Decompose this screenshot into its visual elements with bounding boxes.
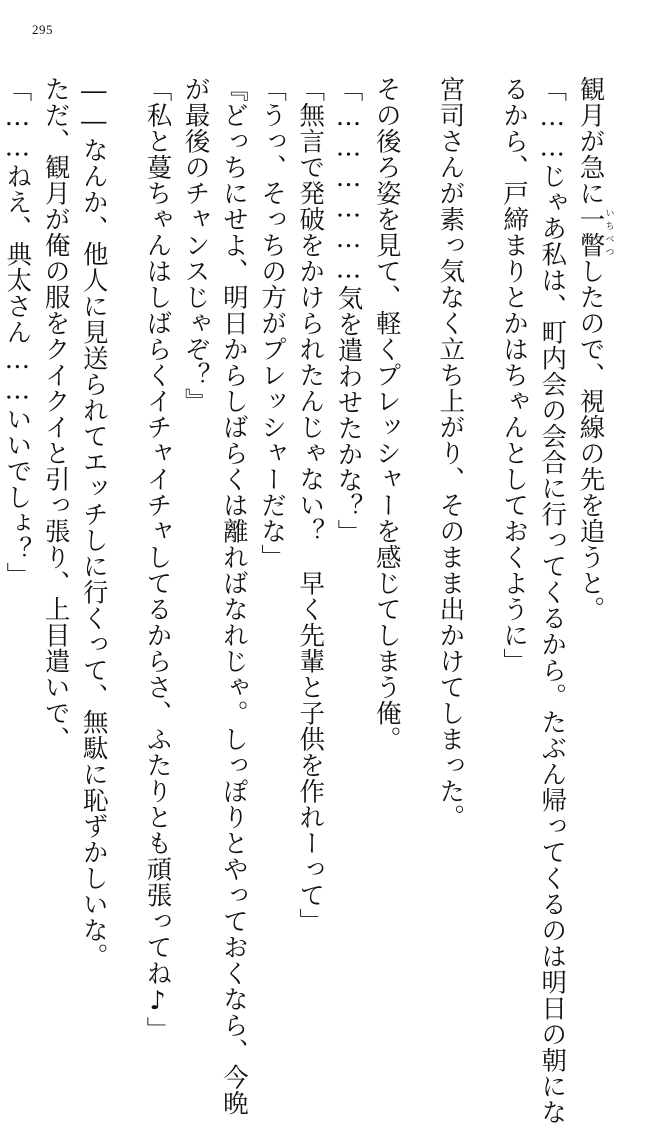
ruby-reading: いちべつ: [603, 206, 614, 258]
ruby-word: [575, 206, 614, 258]
text-line-10: が最後のチャンスじゃぞ？』: [180, 76, 211, 414]
text-line-2: 「……じゃあ私は、町内会の会合に行ってくるから。たぶん帰ってくるのは明日の朝にな: [537, 76, 568, 1125]
text-line-11: 「私と蔓ちゃんはしばらくイチャイチャしてるからさ、ふたりとも頑張ってね♪」: [142, 76, 173, 1043]
text-line-8: 「うっ、そっちの方がプレッシャーだな」: [257, 76, 288, 570]
text-line-3: るから、戸締まりとかはちゃんとしておくように」: [499, 76, 530, 674]
ruby-base: 一瞥: [575, 206, 606, 258]
text-line-9: 『どっちにせよ、明日からしばらくは離ればなれじゃ。しっぽりとやっておくなら、今晩: [218, 76, 249, 1116]
line-text-after: したので、視線の先を追うと。: [575, 258, 606, 622]
text-line-7: 「無言で発破をかけられたんじゃない？ 早く先輩と子供を作れーって」: [295, 76, 326, 934]
line-text: 観月が急に: [575, 76, 606, 206]
page-number: 295: [32, 22, 53, 37]
text-line-14: 「……ねえ、典太さん……いいでしょ？」: [2, 76, 33, 588]
text-line-1: [571, 76, 635, 1036]
text-line-12: ――なんか、他人に見送られてエッチしに行くって、無駄に恥ずかしいな。: [78, 76, 109, 969]
text-line-4: 宮司さんが素っ気なく立ち上がり、そのまま出かけてしまった。: [435, 76, 466, 830]
text-line-6: 「………………気を遣わせたかな？」: [333, 76, 364, 545]
text-line-13: ただ、観月が俺の服をクイクイと引っ張り、上目遣いで、: [40, 76, 71, 752]
text-line-5: その後ろ姿を見て、軽くプレッシャーを感じてしまう俺。: [371, 76, 402, 752]
body-text: [2, 76, 635, 1125]
